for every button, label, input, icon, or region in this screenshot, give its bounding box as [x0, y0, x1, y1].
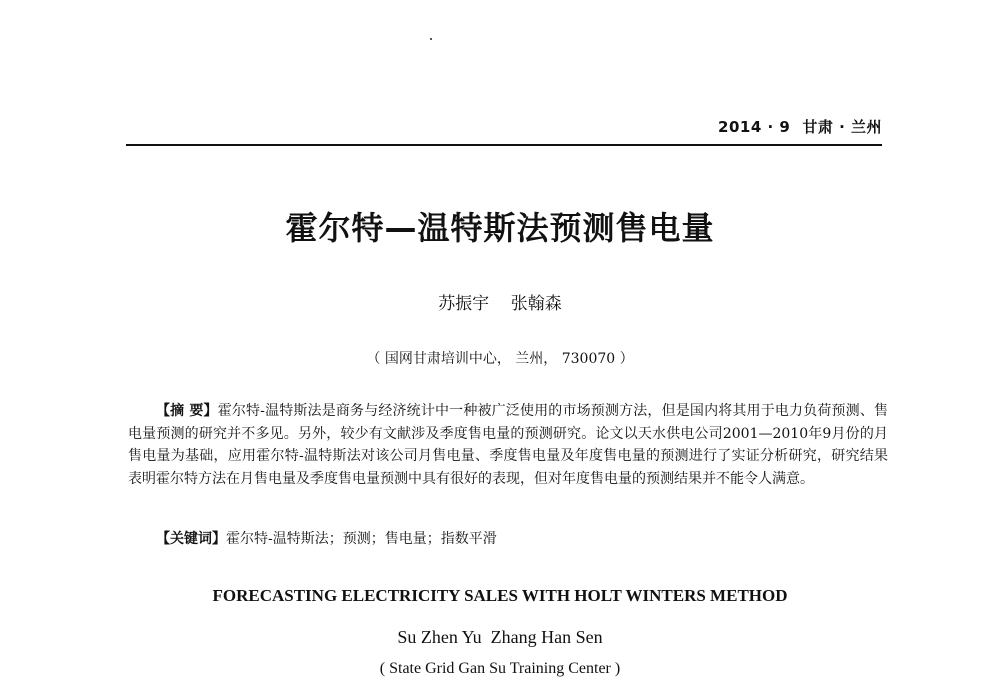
header-rule [126, 144, 882, 146]
authors-en: Su Zhen Yu Zhang Han Sen [397, 627, 603, 647]
abstract-label: 【摘 要】 [156, 403, 218, 419]
abstract [128, 400, 888, 490]
paper-title-cn: 霍尔特—温特斯法预测售电量 [285, 209, 715, 247]
header-date: 2014 · 9 [718, 118, 791, 136]
affiliation-cn: （ 国网甘肃培训中心， 兰州， 730070 ） [366, 351, 634, 367]
header-location: 甘肃 · 兰州 [802, 118, 882, 136]
keywords-label: 【关键词】 [156, 531, 226, 547]
scan-speck [430, 38, 432, 40]
paper-title-en: FORECASTING ELECTRICITY SALES WITH HOLT WINTERS METHOD [212, 586, 788, 605]
keywords [156, 528, 497, 548]
abstract-text: 霍尔特-温特斯法是商务与经济统计中一种被广泛使用的市场预测方法，但是国内将其用于电力负荷预测、售电量预测的研究并不多见。另外，较少有文献涉及季度售电量的预测研究。论文以天水供电公司2001—2010年9月份的月售电量为基础，应用霍尔特-温特斯法对该公司月售电量、季度售电量及年度售电量的预测进行了实证分析研究，研究结果表明霍尔特方法在月售电量及季度售电量预测中具有很好的表现，但对年度售电量的预测结果并不能令人满意。 [128, 403, 888, 487]
journal-header [718, 116, 882, 137]
authors-cn: 苏振宇 张翰森 [438, 294, 562, 314]
affiliation-en: ( State Grid Gan Su Training Center ) [379, 660, 621, 677]
keywords-text: 霍尔特-温特斯法；预测；售电量；指数平滑 [226, 531, 497, 547]
